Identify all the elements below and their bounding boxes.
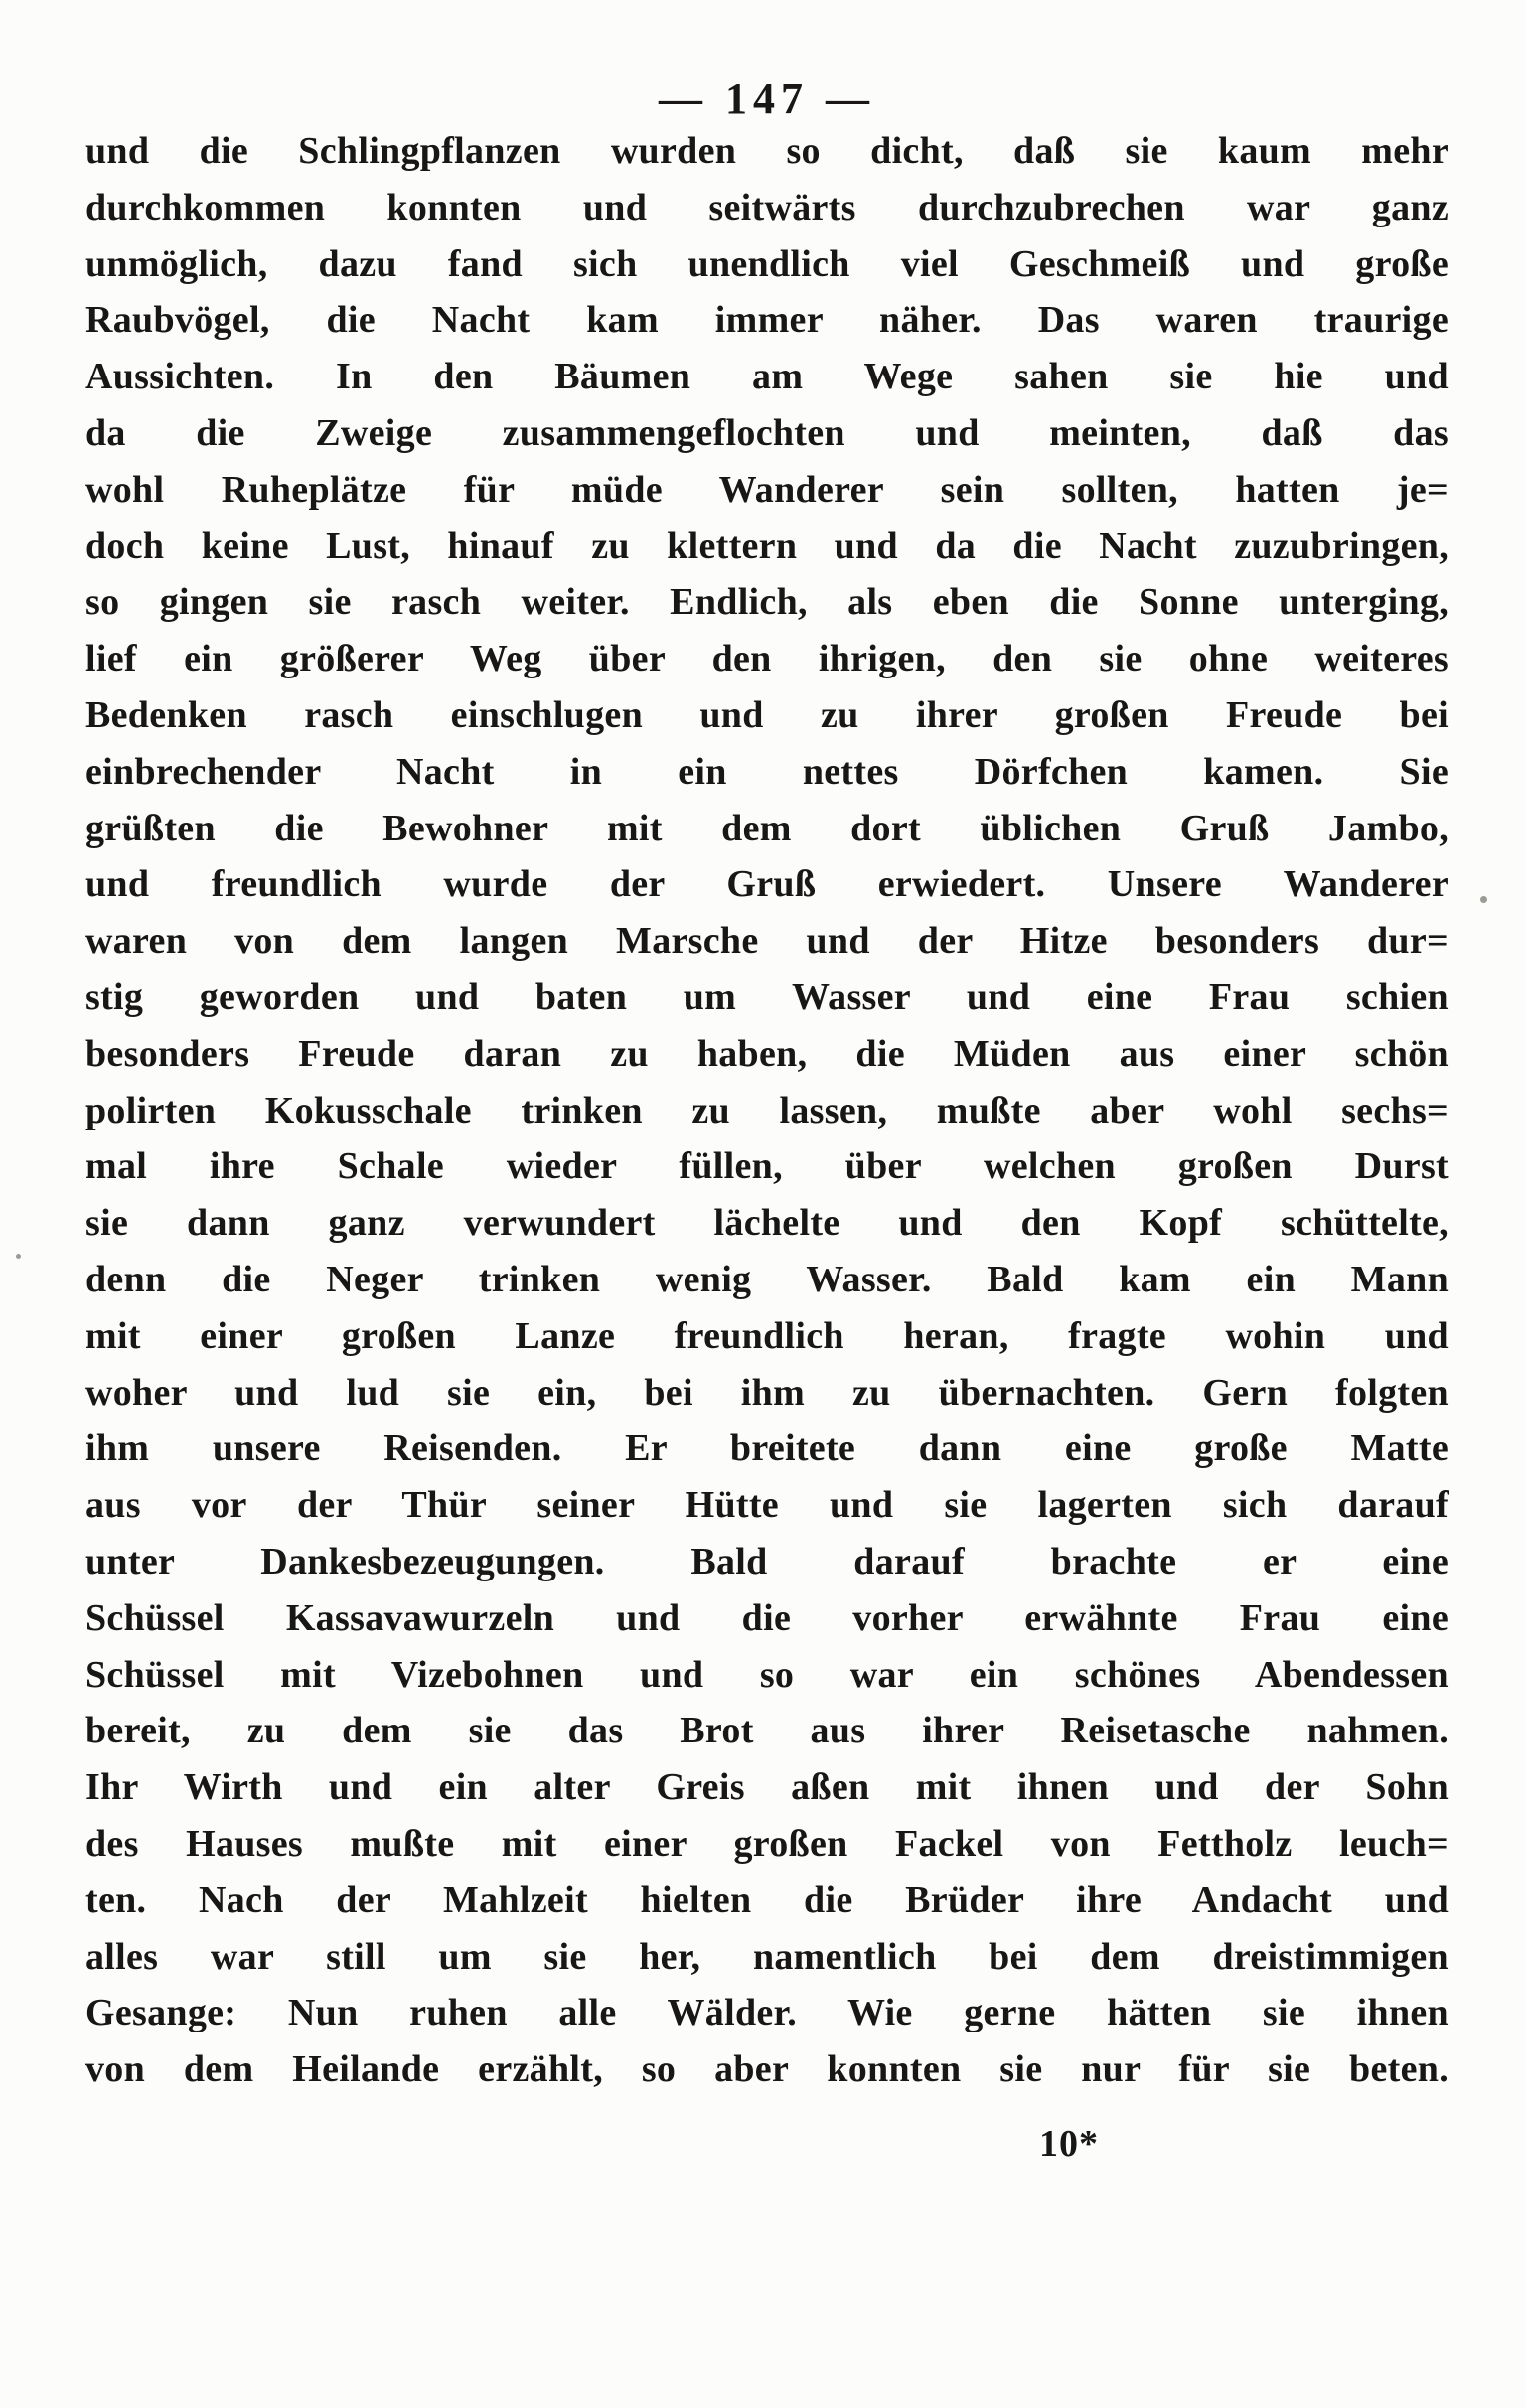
- signature-mark: 10*: [1039, 2123, 1099, 2165]
- text-line: stig geworden und baten um Wasser und eine Frau schien: [85, 976, 1449, 1018]
- text-line: mit einer großen Lanze freundlich heran, fragte wohin und: [85, 1314, 1449, 1357]
- text-line: wohl Ruheplätze für müde Wanderer sein sollten, hatten je=: [85, 468, 1449, 511]
- text-line: denn die Neger trinken wenig Wasser. Bald kam ein Mann: [85, 1258, 1449, 1300]
- text-line: doch keine Lust, hinauf zu klettern und da die Nacht zuzubringen,: [85, 525, 1449, 567]
- text-line: Ihr Wirth und ein alter Greis aßen mit ihnen und der Sohn: [85, 1766, 1449, 1809]
- text-line: lief ein größerer Weg über den ihrigen, den sie ohne weiteres: [85, 638, 1449, 680]
- text-line: polirten Kokusschale trinken zu lassen, mußte aber wohl sechs=: [85, 1089, 1449, 1131]
- text-line: da die Zweige zusammengeflochten und meinten, daß das: [85, 411, 1449, 454]
- scan-speck: [16, 1254, 21, 1259]
- text-line: einbrechender Nacht in ein nettes Dörfchen kamen. Sie: [85, 750, 1449, 793]
- text-line: waren von dem langen Marsche und der Hitze besonders dur=: [85, 920, 1449, 963]
- text-line: und freundlich wurde der Gruß erwiedert. Unsere Wanderer: [85, 863, 1449, 906]
- text-line: Raubvögel, die Nacht kam immer näher. Das waren traurige: [85, 299, 1449, 342]
- text-line: und die Schlingpflanzen wurden so dicht, daß sie kaum mehr: [85, 130, 1449, 172]
- text-block: [85, 123, 1449, 2098]
- text-line: alles war still um sie her, namentlich bei dem dreistimmigen: [85, 1935, 1449, 1978]
- text-line: so gingen sie rasch weiter. Endlich, als eben die Sonne unterging,: [85, 581, 1449, 624]
- text-line: aus vor der Thür seiner Hütte und sie lagerten sich darauf: [85, 1484, 1449, 1527]
- text-line: Gesange: Nun ruhen alle Wälder. Wie gerne hätten sie ihnen: [85, 1992, 1449, 2034]
- text-line: besonders Freude daran zu haben, die Müden aus einer schön: [85, 1032, 1449, 1075]
- text-line: unmöglich, dazu fand sich unendlich viel Geschmeiß und große: [85, 242, 1449, 285]
- text-line: Schüssel mit Vizebohnen und so war ein schönes Abendessen: [85, 1653, 1449, 1696]
- text-line: durchkommen konnten und seitwärts durchzubrechen war ganz: [85, 186, 1449, 228]
- text-line: sie dann ganz verwundert lächelte und den Kopf schüttelte,: [85, 1202, 1449, 1245]
- text-line: des Hauses mußte mit einer großen Fackel von Fettholz leuch=: [85, 1822, 1449, 1865]
- text-line: bereit, zu dem sie das Brot aus ihrer Reisetasche nahmen.: [85, 1710, 1449, 1752]
- text-line: Bedenken rasch einschlugen und zu ihrer großen Freude bei: [85, 693, 1449, 736]
- text-line: unter Dankesbezeugungen. Bald darauf brachte er eine: [85, 1540, 1449, 1582]
- text-line: Schüssel Kassavawurzeln und die vorher erwähnte Frau eine: [85, 1596, 1449, 1639]
- text-line: ten. Nach der Mahlzeit hielten die Brüder ihre Andacht und: [85, 1879, 1449, 1921]
- scan-speck: [1480, 896, 1487, 903]
- page-number: — 147 —: [659, 75, 875, 123]
- text-line: von dem Heilande erzählt, so aber konnten sie nur für sie beten.: [85, 2048, 1449, 2091]
- text-line: grüßten die Bewohner mit dem dort üblichen Gruß Jambo,: [85, 807, 1449, 849]
- text-line: Aussichten. In den Bäumen am Wege sahen sie hie und: [85, 356, 1449, 398]
- text-line: woher und lud sie ein, bei ihm zu übernachten. Gern folgten: [85, 1371, 1449, 1414]
- text-line: ihm unsere Reisenden. Er breitete dann eine große Matte: [85, 1428, 1449, 1470]
- text-line: mal ihre Schale wieder füllen, über welchen großen Durst: [85, 1145, 1449, 1188]
- page-header: [85, 74, 1449, 124]
